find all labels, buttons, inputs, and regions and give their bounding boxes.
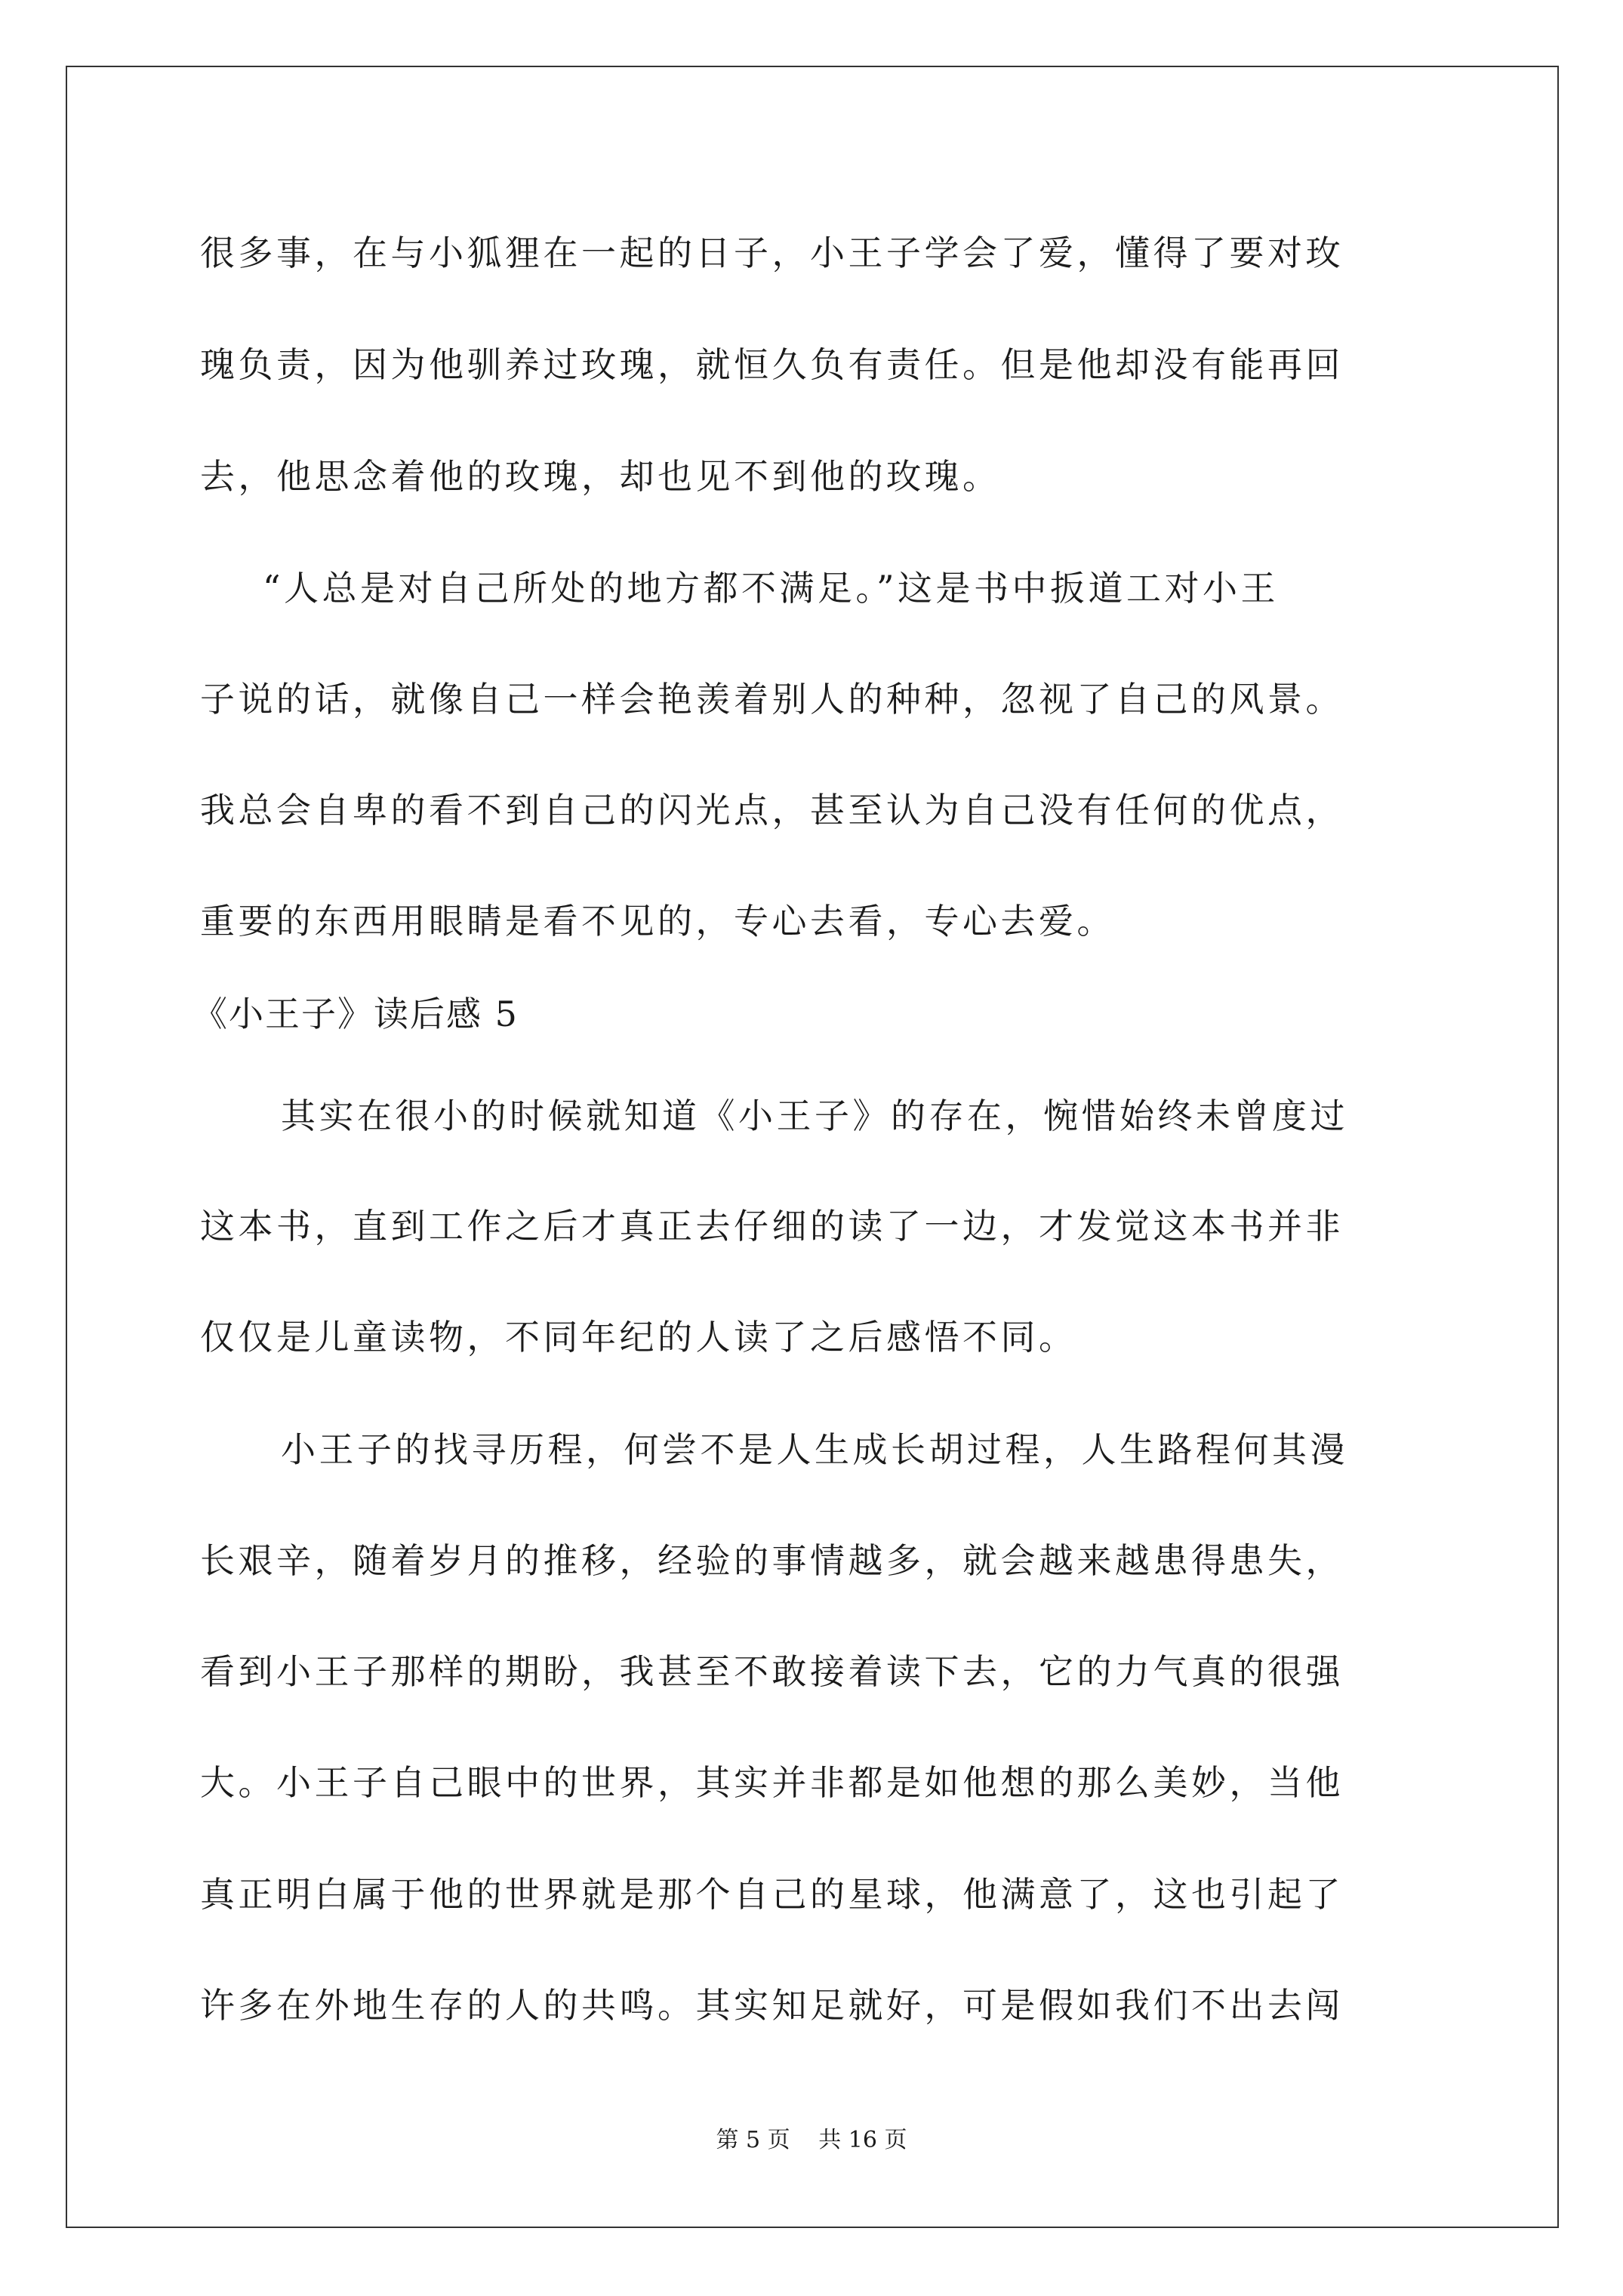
page-footer (0, 2125, 1623, 2156)
text-line: 重要的东西用眼睛是看不见的，专心去看，专心去爱。 (200, 901, 1115, 942)
text-line: 真正明白属于他的世界就是那个自己的星球，他满意了，这也引起了 (200, 1874, 1344, 1915)
text-line: 看到小王子那样的期盼，我甚至不敢接着读下去，它的力气真的很强 (200, 1651, 1344, 1692)
text-line: 很多事，在与小狐狸在一起的日子，小王子学会了爱，懂得了要对玫 (200, 233, 1344, 273)
text-line: 其实在很小的时候就知道《小王子》的存在，惋惜始终未曾度过 (281, 1096, 1348, 1136)
page-total: 共 16 页 (818, 2127, 907, 2153)
text-line: 许多在外地生存的人的共鸣。其实知足就好，可是假如我们不出去闯 (200, 1985, 1344, 2026)
section-heading: 《小王子》读后感 5 (192, 994, 519, 1034)
text-line: 我总会自卑的看不到自己的闪光点，甚至认为自己没有任何的优点， (200, 790, 1344, 831)
text-line: 去，他思念着他的玫瑰，却也见不到他的玫瑰。 (200, 456, 1001, 497)
text-line: 仅仅是儿童读物，不同年纪的人读了之后感悟不同。 (200, 1317, 1077, 1358)
text-line: 长艰辛，随着岁月的推移，经验的事情越多，就会越来越患得患失， (200, 1540, 1344, 1581)
text-line: 小王子的找寻历程，何尝不是人生成长胡过程，人生路程何其漫 (281, 1429, 1348, 1470)
text-line: “人总是对自己所处的地方都不满足。”这是书中扳道工对小王 (263, 568, 1280, 609)
text-line: 子说的话，就像自己一样会艳羡着别人的种种，忽视了自己的风景。 (200, 679, 1344, 720)
page-number: 第 5 页 (716, 2127, 790, 2153)
text-line: 瑰负责，因为他驯养过玫瑰，就恒久负有责任。但是他却没有能再回 (200, 344, 1344, 385)
text-line: 这本书，直到工作之后才真正去仔细的读了一边，才发觉这本书并非 (200, 1206, 1344, 1247)
text-line: 大。小王子自己眼中的世界，其实并非都是如他想的那么美妙，当他 (200, 1762, 1344, 1803)
